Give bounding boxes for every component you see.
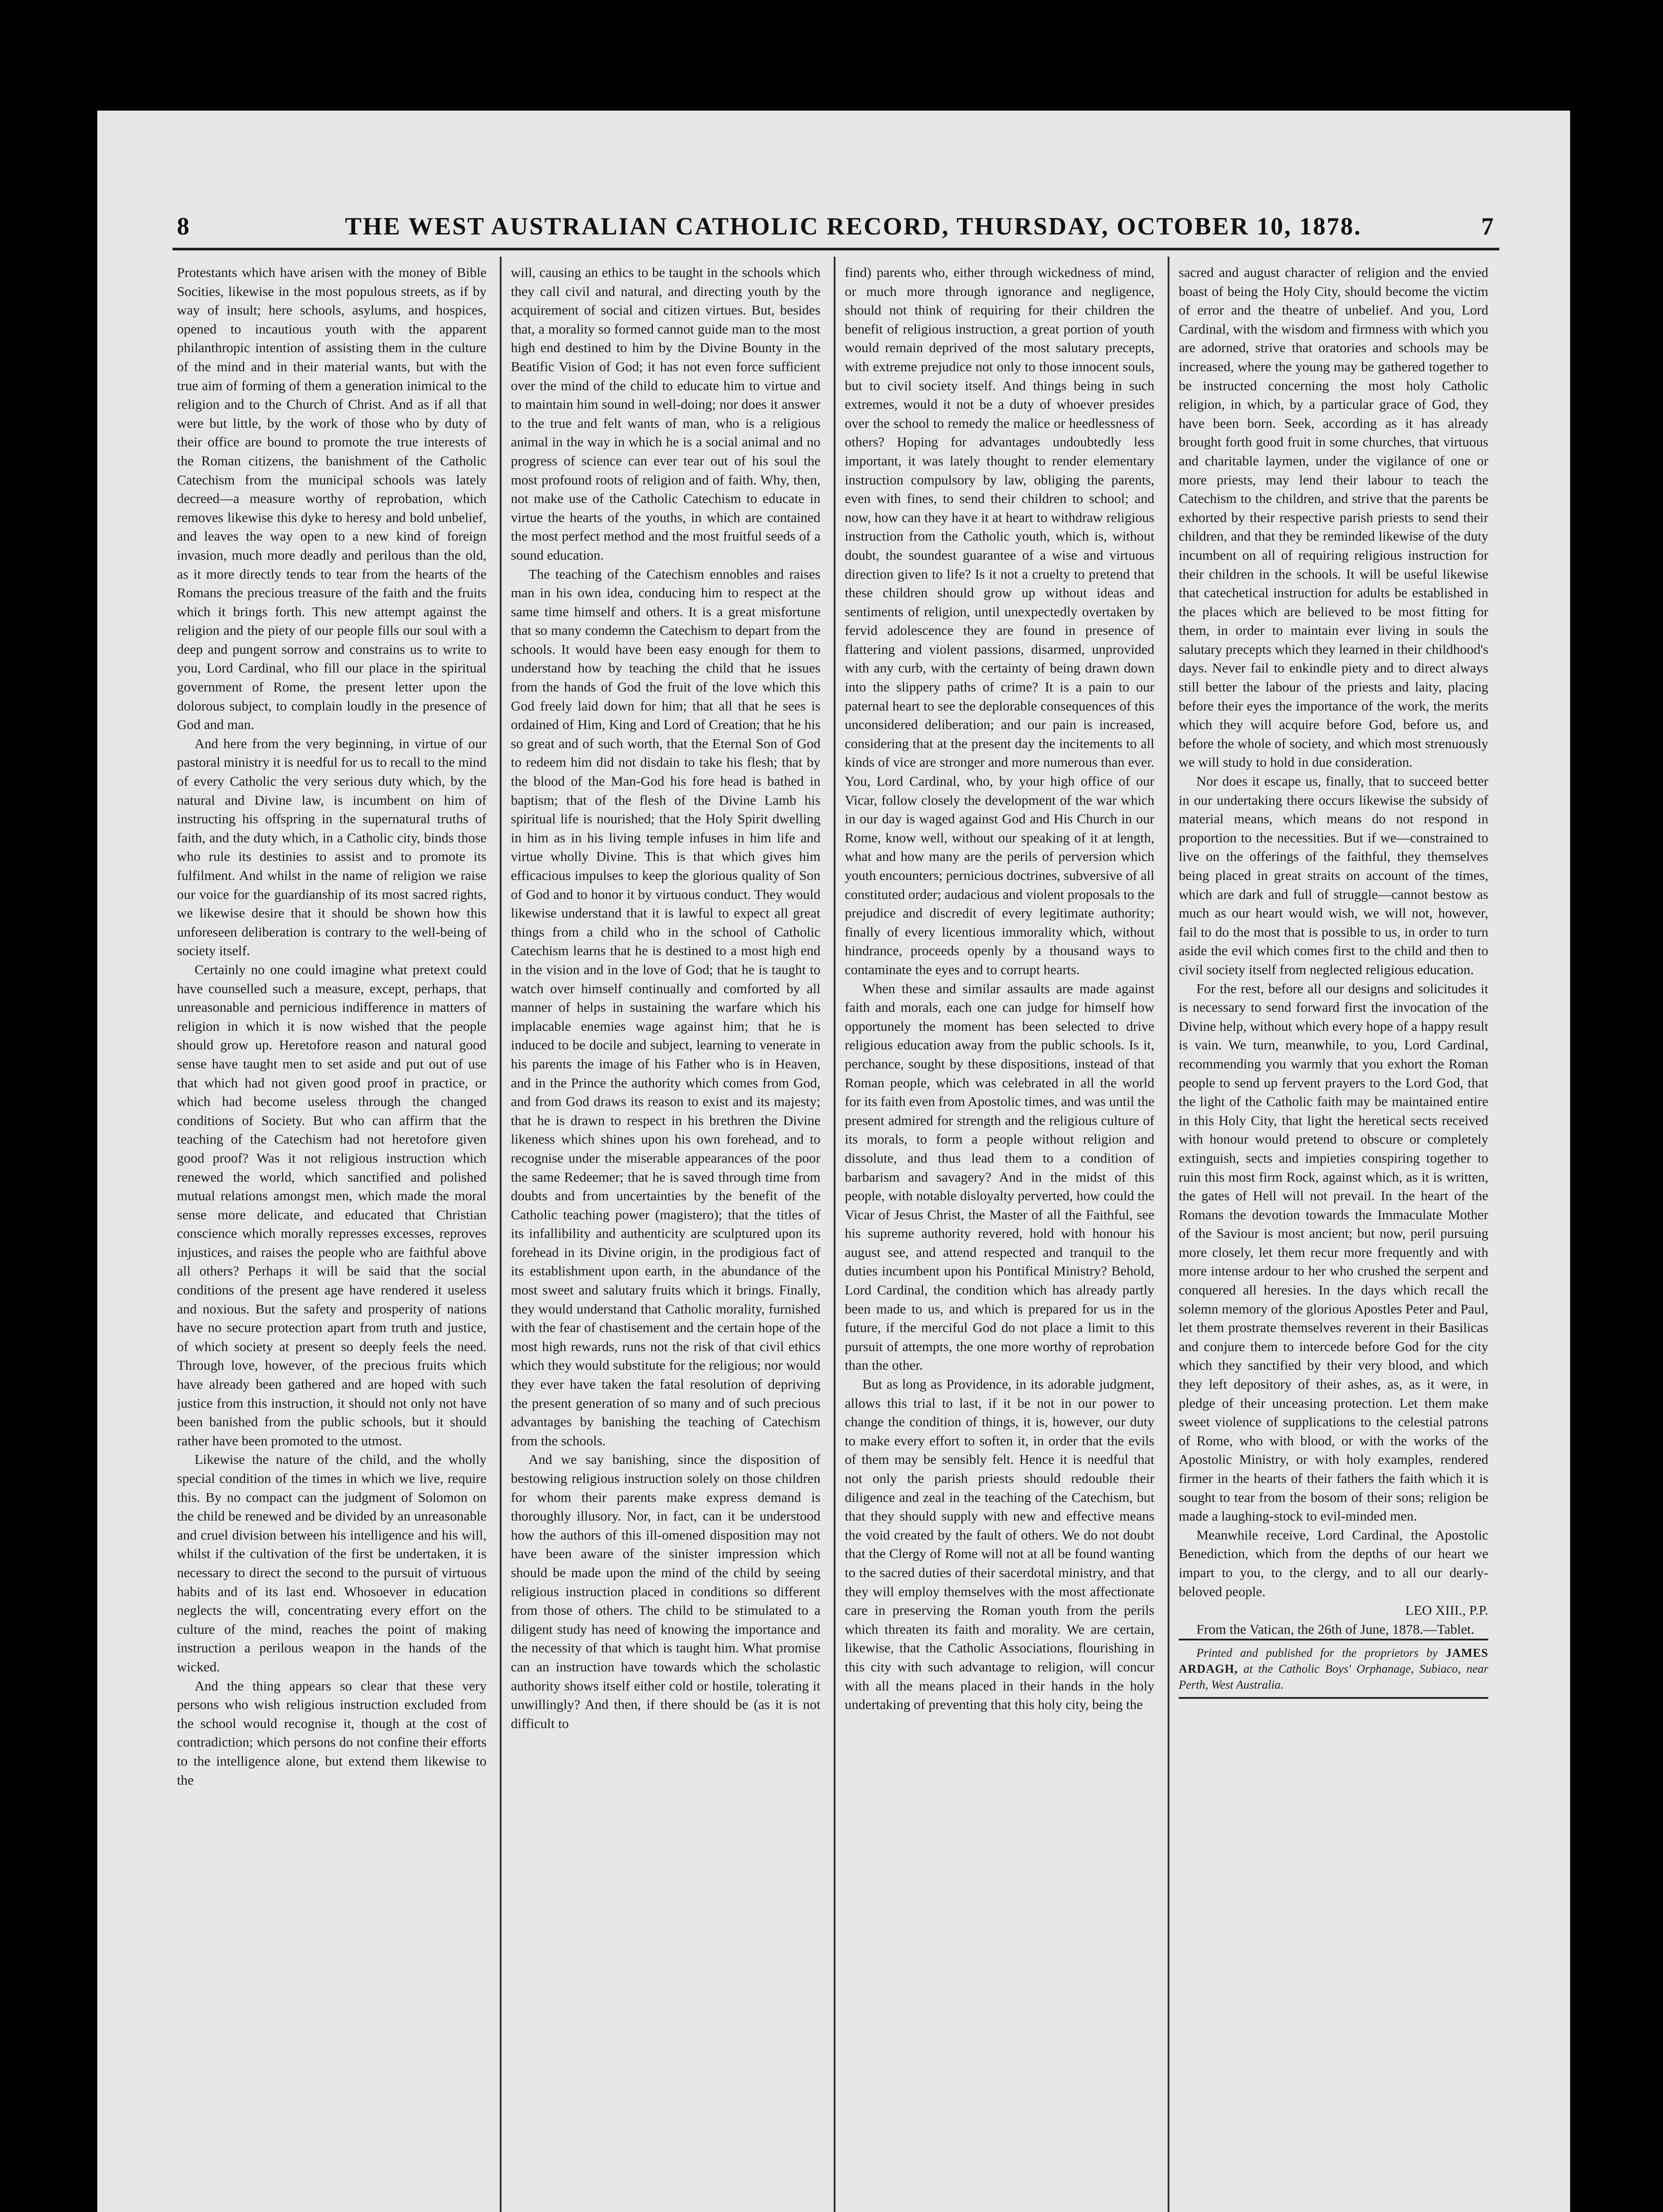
paragraph: But as long as Providence, in its adorable judgment, allows this trial to last, if it be not in our power to change the condition of things, it is, however, our duty to make every effort to soften it, in order that the evils of them may be sensibly felt. Hence it is needful that not only the parish priests should redouble their diligence and zeal in the teaching of the Catechism, but that they should supply with new and effective means the void created by the fault of others. We do not doubt that the Clergy of Rome will not at all be found wanting to the sacred duties of their sacerdotal ministry, and that they will employ themselves with the most affectionate care in preserving the Roman youth from the perils which threaten its faith and morality. We are certain, likewise, that the Catholic Associations, flourishing in this city with such advantage to religion, will concur with all the means placed in their hands in the holy undertaking of preventing that this holy city, being the [845,1376,1154,1713]
imprint-printer-name: JAMES ARDAGH, [1179,1646,1488,1676]
article-column-1 [177,263,487,2212]
paragraph: Likewise the nature of the child, and the wholly special condition of the times in which we live, require this. By no compact can the judgment of Solomon on the child be renewed and be divided by an unreasonable and cruel division between his intelligence and his will, whilst if the cultivation of the first be undertaken, it is necessary to direct the second to the pursuit of virtuous habits and of its last end. Whosoever in education neglects the will, concentrating every effort on the culture of the mind, reaches the point of making instruction a perilous weapon in the hands of the wicked. [177,1452,487,1674]
article-column-2 [511,263,820,2212]
article-column-4 [1179,263,1488,2212]
column-divider [834,257,835,2212]
paragraph: And here from the very beginning, in virtue of our pastoral ministry it is needful for us to recall to the mind of every Catholic the very serious duty which, by the natural and Divine law, is incumbent on him of instructing his offspring in the supernatural truths of faith, and the duty which, in a Catholic city, binds those who rule its destinies to assist and to promote its fulfilment. And whilst in the name of religion we raise our voice for the guardianship of its most sacred rights, we likewise desire that it should be shown how this unforeseen deliberation is contrary to the well-being of society itself. [177,735,487,959]
paragraph: Protestants which have arisen with the money of Bible Socities, likewise in the most populous streets, as if by way of insult; here schools, asylums, and hospices, opened to incautious youth with the apparent philanthropic intention of assisting them in the culture of the mind and in their material wants, but with the true aim of forming of them a generation inimical to the religion and to the Church of Christ. And as if all that were but little, by the work of those who by duty of their office are bound to promote the true interests of the Roman citizens, the banishment of the Catholic Catechism from the municipal schools was lately decreed—a measure worthy of reprobation, which removes likewise this dyke to heresy and bold unbelief, and leaves the way open to a new kind of foreign invasion, much more deadly and perilous than the old, as it more directly tends to tear from the hearts of the Romans the precious treasure of the faith and the fruits which it brings forth. This new attempt against the religion and the piety of our people fills our soul with a deep and pungent sorrow and constrains us to write to you, Lord Cardinal, who fill our place in the spiritual government of Rome, the present letter upon the dolorous subject, to complain loudly in the presence of God and man. [177,265,487,733]
masthead [177,212,1495,243]
printer-imprint [1179,1639,1488,1699]
newspaper-title: THE WEST AUSTRALIAN CATHOLIC RECORD, THURSDAY, OCTOBER 10, 1878. [345,213,1362,240]
papal-signature: LEO XIII., P.P. [1405,1602,1488,1618]
paragraph: Certainly no one could imagine what pretext could have counselled such a measure, except, perhaps, that unreasonable and pernicious indifference in matters of religion in which it is now wished that the people should grow up. Heretofore reason and natural good sense have taught men to set aside and put out of use that which had not given good proof in practice, or which had become useless through the changed conditions of Society. But who can affirm that the teaching of the Catechism had not heretofore given good proof? Was it not religious instruction which renewed the world, which sanctified and polished mutual relations amongst men, which made the moral sense more delicate, and educated that Christian conscience which morally represses excesses, reproves injustices, and raises the people who are faithful above all others? Perhaps it will be said that the social conditions of the present age have rendered it useless and noxious. But the safety and prosperity of nations have no secure protection apart from truth and justice, of which society at present so deeply feels the need. Through love, however, of the precious fruits which have already been gathered and are hoped with such justice from this instruction, it should not only not have been banished from the public schools, but it should rather have been promoted to the utmost. [177,961,487,1448]
imprint-lead: Printed and published for the proprietors by [1196,1646,1438,1660]
paragraph: And we say banishing, since the disposition of bestowing religious instruction solely on those children for whom their parents make express demand is thoroughly illusory. Nor, in fact, can it be understood how the authors of this ill-omened disposition may not have been aware of the sinister impression which should be made upon the mind of the child by seeing religious instruction placed in conditions so different from those of others. The child to be stimulated to a diligent study has need of knowing the importance and the necessity of that which is taught him. What promise can an instruction have towards which the scholastic authority shows itself either cold or hostile, tolerating it unwillingly? And then, if there should be (as it is not difficult to [511,1452,820,1731]
paragraph: For the rest, before all our designs and solicitudes it is necessary to send forward first the invocation of the Divine help, without which every hope of a happy result is vain. We turn, meanwhile, to you, Lord Cardinal, recommending you warmly that you exhort the Roman people to send up fervent prayers to the Lord God, that the light of the Catholic faith may be maintained entire in this Holy City, that light the heretical sects received with honour would pretend to obscure or completely extinguish, sects and impieties conspiring together to ruin this most firm Rock, against which, as it is written, the gates of Hell will not prevail. In the heart of the Romans the devotion towards the Immaculate Mother of the Saviour is most ancient; but now, peril pursuing more closely, let them recur more frequently and with more intense ardour to her who crushed the serpent and conquered all heresies. In the days which recall the solemn memory of the glorious Apostles Peter and Paul, let them prostrate themselves reverent in their Basilicas and conjure them to intercede before God for the city which they sanctified by their very blood, and which they left depository of their ashes, as, as it were, in pledge of their unceasing protection. Let them make sweet violence of supplications to the celestial patrons of Rome, who with blood, or with the works of the Apostolic Ministry, or with holy examples, rendered firmer in the hearts of their fathers the faith which it is sought to tear from the bosom of their sons; religion be made a laughing-stock to evil-minded men. [1179,980,1488,1524]
article-column-3 [845,263,1154,2212]
paragraph: When these and similar assaults are made against faith and morals, each one can judge for himself how opportunely the moment has been selected to drive religious education away from the public schools. Is it, perchance, sought by these dispositions, instead of that Roman people, which was celebrated in all the world for its faith even from Apostolic times, and was until the present admired for strength and the religious culture of its morals, to form a people without religion and dissolute, and thus lead them to a condition of barbarism and savagery? And in the midst of this people, with notable disloyalty perverted, how could the Vicar of Jesus Christ, the Master of all the Faithful, see his supreme authority revered, hold with honour his august see, and attend respected and tranquil to the duties incumbent upon his Pontifical Ministry? Behold, Lord Cardinal, the condition which has already partly been made to us, and which is prepared for us in the future, if the merciful God do not place a limit to this pursuit of attempts, the one more worthy of reprobation than the other. [845,980,1154,1373]
paragraph: Meanwhile receive, Lord Cardinal, the Apostolic Benediction, which from the depths of our heart we impart to you, to the clergy, and to all our dearly-beloved people. [1179,1527,1488,1599]
paragraph: will, causing an ethics to be taught in the schools which they call civil and natural, and directing youth by the acquirement of social and citizen virtues. But, besides that, a morality so formed cannot guide man to the most high end destined to him by the Divine Bounty in the Beatific Vision of God; it has not even force sufficient over the mind of the child to educate him to virtue and to maintain him sound in well-doing; nor does it answer to the true and felt wants of man, who is a religious animal in the way in which he is a social animal and no progress of science can ever tear out of his soul the most profound roots of religion and of faith. Why, then, not make use of the Catholic Catechism to educate in virtue the hearts of the youths, in which are contained the most perfect method and the most fruitful seeds of a sound education. [511,265,820,563]
paragraph: find) parents who, either through wickedness of mind, or much more through ignorance and negligence, should not think of requiring for their children the benefit of religious instruction, a great portion of youth would remain deprived of the most salutary precepts, with extreme prejudice not only to those innocent souls, but to civil society itself. And things being in such extremes, would it not be a duty of whoever presides over the school to remedy the malice or heedlessness of others? Hoping for advantages undoubtedly less important, it was lately thought to render elementary instruction compulsory by law, obliging the parents, even with fines, to send their children to school; and now, how can they have it at heart to withdraw religious instruction from the Catholic youth, which is, without doubt, the soundest guarantee of a wise and virtuous direction given to life? Is it not a cruelty to pretend that these children should grow up without ideas and sentiments of religion, until unexpectedly overtaken by fervid adolescence they are found in presence of flattering and violent passions, disarmed, unprovided with any curb, with the certainty of being drawn down into the slippery paths of crime? It is a pain to our paternal heart to see the deplorable consequences of this unconsidered deliberation; and our pain is increased, considering that at the present day the incitements to all kinds of vice are stronger and more numerous than ever. You, Lord Cardinal, who, by your high office of our Vicar, follow closely the development of the war which in our day is waged against God and His Church in our Rome, know well, without our speaking of it at length, what and how many are the perils of perversion which youth encounters; pernicious doctrines, subversive of all constituted order; audacious and violent proposals to the prejudice and discredit of every legitimate authority; finally of every licentious immorality which, without hindrance, proceeds openly by a thousand ways to contaminate the eyes and to corrupt hearts. [845,265,1154,977]
column-divider [500,257,502,2212]
paragraph: The teaching of the Catechism ennobles and raises man in his own idea, conducing him to respect at the same time himself and others. It is a great misfortune that so many condemn the Catechism to depart from the schools. It would have been easy enough for them to understand how by teaching the child that he issues from the hands of God the fruit of the love which this God freely laid down for him; that all that he sees is ordained of Him, King and Lord of Creation; that he his so great and of such worth, that the Eternal Son of God to redeem him did not disdain to take his flesh; that by the blood of the Man-God his fore head is bathed in baptism; that of the flesh of the Divine Lamb his spiritual life is nourished; that the Holy Spirit dwelling in him as in his living temple infuses in him life and virtue wholly Divine. This is that which gives him efficacious impulses to keep the glorious quality of Son of God and to honor it by virtuous conduct. They would likewise understand that it is lawful to expect all great things from a child who in the school of Catholic Catechism learns that he is destined to a most high end in the vision and in the love of God; that he is taught to watch over himself continually and comforted by all manner of helps in sustaining the warfare which his implacable enemies wage against him; that he is induced to be docile and subject, learning to venerate in his parents the image of his Father who is in Heaven, and in the Prince the authority which comes from God, and from God draws its reason to exist and its majesty; that he is drawn to respect in his brethren the Divine likeness which shines upon his own forehead, and to recognise under the miserable appearances of the poor the same Redeemer; that he is saved through time from doubts and from uncertainties by the benefit of the Catholic teaching power (magistero); that the titles of its infallibility and authenticity are sculptured upon its forehead in its Divine origin, in the prodigious fact of its establishment upon earth, in the abundance of the most sweet and salutary fruits which it brings. Finally, they would understand that Catholic morality, furnished with the fear of chastisement and the certain hope of the most high rewards, runs not the risk of that civil ethics which they would substitute for the religious; nor would they ever have taken the fatal resolution of depriving the present generation of so many and of such precious advantages by banishing the teaching of Catechism from the schools. [511,566,820,1448]
newspaper-page [97,111,1570,2212]
imprint-address: at the Catholic Boys' Orphanage, Subiaco, near Perth, West Australia. [1179,1662,1488,1692]
dateline: From the Vatican, the 26th of June, 1878.—Tablet. [1196,1621,1475,1637]
masthead-rule [172,248,1499,250]
column-divider [1168,257,1169,2212]
paragraph: Nor does it escape us, finally, that to succeed better in our undertaking there occurs likewise the subsidy of material means, which means do not respond in proportion to the necessities. But if we—constrained to live on the offerings of the faithful, they themselves being placed in great straits on account of the times, which are dark and full of struggle—cannot bestow as much as our heart would wish, we will not, however, fail to do the most that is possible to us, in order to turn aside the evil which comes first to the child and then to civil society itself from neglected religious education. [1179,773,1488,977]
page-number-right: 7 [1481,213,1495,240]
paragraph: sacred and august character of religion and the envied boast of being the Holy City, should become the victim of error and the theatre of unbelief. And you, Lord Cardinal, with the wisdom and firmness with which you are adorned, strive that oratories and schools may be increased, where the young may be gathered together to be instructed concerning the most holy Catholic religion, in which, by a particular grace of God, they have been born. Seek, according as it has already brought forth good fruit in some churches, that virtuous and charitable laymen, under the vigilance of one or more priests, may lend their labour to teach the Catechism to the children, and strive that the parents be exhorted by their respective parish priests to send their children, and that they be reminded likewise of the duty incumbent on all of requiring religious instruction for their children in the schools. It will be useful likewise that catechetical instruction for adults be established in the places which are believed to be most fitting for them, in order to maintain ever living in souls the salutary precepts which they learned in their childhood's days. Never fail to enkindle piety and to direct always still better the labour of the priests and laity, placing before their eyes the importance of the work, the merits which they will acquire before God, before us, and before the whole of society, and which most strenuously we will study to hold in due consideration. [1179,265,1488,770]
page-number-left: 8 [177,213,191,240]
paragraph: And the thing appears so clear that these very persons who wish religious instruction excluded from the school would recognise it, though at the cost of contradiction; which persons do not confine their efforts to the intelligence alone, but extend them likewise to the [177,1678,487,1788]
